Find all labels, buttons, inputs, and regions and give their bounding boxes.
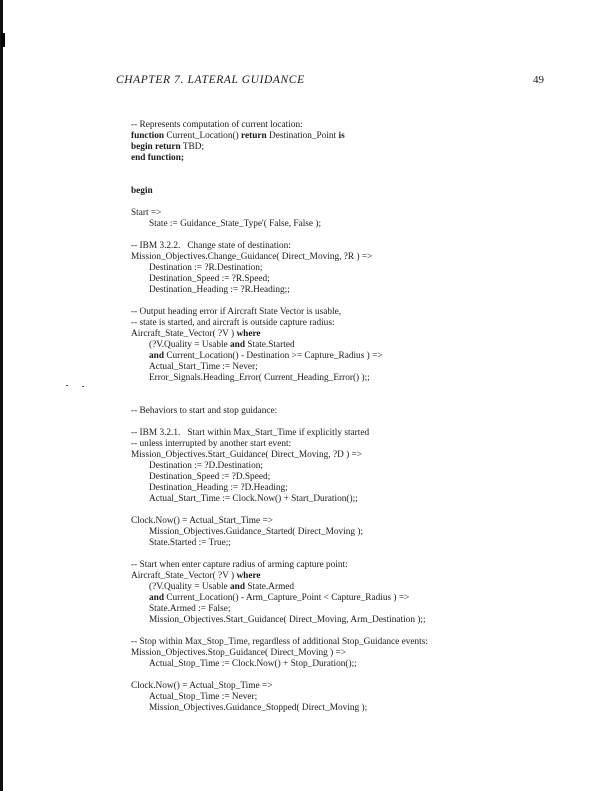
code-line: Clock.Now() = Actual_Stop_Time => xyxy=(131,681,273,691)
page-number: 49 xyxy=(533,74,544,86)
code-line: -- IBM 3.2.2. Change state of destination: xyxy=(131,241,291,251)
code-spacer xyxy=(131,505,561,516)
scan-edge-mark xyxy=(1,33,5,47)
keyword: is xyxy=(338,131,345,141)
code-spacer xyxy=(131,417,561,428)
keyword: and xyxy=(230,340,246,350)
code-line: Aircraft_State_Vector( ?V ) where xyxy=(131,329,261,339)
code-line: Mission_Objectives.Guidance_Stopped( Direct_Moving ); xyxy=(149,703,368,713)
code-line: Clock.Now() = Actual_Start_Time => xyxy=(131,516,273,526)
code-line: Destination_Heading := ?R.Heading;; xyxy=(149,285,290,295)
code-line: Actual_Start_Time := Never; xyxy=(149,362,258,372)
keyword: and xyxy=(149,351,164,361)
keyword: end xyxy=(131,153,146,163)
code-line: and Current_Location() - Arm_Capture_Point < Capture_Radius ) => xyxy=(149,593,410,603)
code-line: Actual_Stop_Time := Clock.Now() + Stop_Duration();; xyxy=(149,659,357,669)
code-spacer xyxy=(131,670,561,681)
code-line: Error_Signals.Heading_Error( Current_Heading_Error() );; xyxy=(149,373,370,383)
code-line: function Current_Location() return Destination_Point is xyxy=(131,131,345,141)
keyword: where xyxy=(236,329,261,339)
keyword: return xyxy=(155,142,181,152)
code-line: and Current_Location() - Destination >= Capture_Radius ) => xyxy=(149,351,383,361)
code-line: Mission_Objectives.Start_Guidance( Direct_Moving, ?D ) => xyxy=(131,450,363,460)
code-line: -- Behaviors to start and stop guidance: xyxy=(131,406,278,416)
keyword: function xyxy=(131,131,165,141)
code-line: Actual_Stop_Time := Never; xyxy=(149,692,258,702)
page-left-edge xyxy=(0,0,3,791)
code-line: Destination_Heading := ?D.Heading; xyxy=(149,483,288,493)
keyword: and xyxy=(230,582,246,592)
code-line: -- IBM 3.2.1. Start within Max_Start_Time if explicitly started xyxy=(131,428,370,438)
code-spacer xyxy=(131,197,561,208)
code-line: -- Stop within Max_Stop_Time, regardless of additional Stop_Guidance events: xyxy=(131,637,428,647)
code-line: Mission_Objectives.Guidance_Started( Direct_Moving ); xyxy=(149,527,364,537)
code-line: Destination := ?D.Destination; xyxy=(149,461,263,471)
code-spacer xyxy=(131,626,561,637)
code-line: begin return TBD; xyxy=(131,142,205,152)
code-line: State.Started := True;; xyxy=(149,538,231,548)
code-line: Actual_Start_Time := Clock.Now() + Start_Duration();; xyxy=(149,494,358,504)
code-listing xyxy=(131,120,561,714)
chapter-title: CHAPTER 7. LATERAL GUIDANCE xyxy=(116,74,305,86)
code-line: -- unless interrupted by another start event: xyxy=(131,439,292,449)
code-line xyxy=(131,153,561,164)
code-line: (?V.Quality = Usable and State.Started xyxy=(149,340,295,350)
code-line: Mission_Objectives.Stop_Guidance( Direct_Moving ) => xyxy=(131,648,347,658)
code-line: (?V.Quality = Usable and State.Armed xyxy=(149,582,295,592)
code-spacer xyxy=(131,175,561,186)
keyword: return xyxy=(241,131,267,141)
code-spacer xyxy=(131,395,561,406)
keyword: where xyxy=(236,571,261,581)
code-spacer xyxy=(131,384,561,395)
code-line: Start => xyxy=(131,208,162,218)
keyword: function; xyxy=(147,153,184,163)
scan-speck xyxy=(66,385,68,386)
code-spacer xyxy=(131,164,561,175)
code-line: Mission_Objectives.Change_Guidance( Direct_Moving, ?R ) => xyxy=(131,252,373,262)
keyword: begin xyxy=(131,186,153,196)
page-header xyxy=(116,74,544,86)
code-line: -- state is started, and aircraft is outside capture radius: xyxy=(131,318,335,328)
code-line: Destination_Speed := ?D.Speed; xyxy=(149,472,271,482)
scan-speck xyxy=(82,386,84,387)
code-line: -- Start when enter capture radius of arming capture point: xyxy=(131,560,348,570)
code-line: State := Guidance_State_Type'( False, False ); xyxy=(149,219,322,229)
code-spacer xyxy=(131,230,561,241)
code-line: State.Armed := False; xyxy=(149,604,231,614)
keyword: and xyxy=(149,593,164,603)
code-line: Mission_Objectives.Start_Guidance( Direct_Moving, Arm_Destination );; xyxy=(149,615,426,625)
code-line: Aircraft_State_Vector( ?V ) where xyxy=(131,571,261,581)
code-spacer xyxy=(131,296,561,307)
code-spacer xyxy=(131,549,561,560)
code-line: Destination := ?R.Destination; xyxy=(149,263,263,273)
keyword: begin xyxy=(131,142,153,152)
code-line: -- Output heading error if Aircraft State Vector is usable, xyxy=(131,307,342,317)
code-line: Destination_Speed := ?R.Speed; xyxy=(149,274,270,284)
code-line: -- Represents computation of current location: xyxy=(131,120,303,130)
code-line xyxy=(131,186,561,197)
